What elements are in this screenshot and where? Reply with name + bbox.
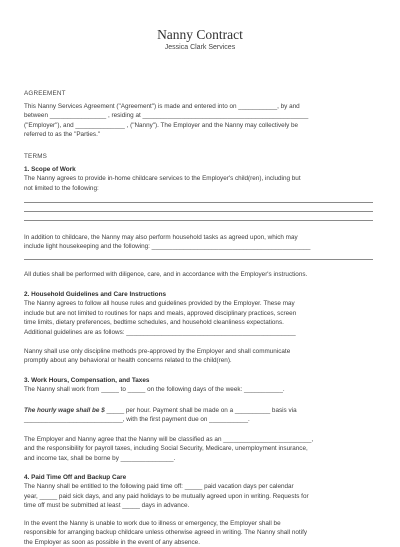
household-discipline-paragraph bbox=[24, 347, 376, 366]
blank-line[interactable] bbox=[24, 220, 373, 221]
document-page bbox=[0, 27, 400, 545]
hourly-wage-label: The hourly wage shall be $ bbox=[24, 407, 105, 414]
pto-section bbox=[24, 473, 376, 511]
household-line: include but are not limited to routines for naps and meals, approved disciplinary practices, screen bbox=[24, 309, 297, 317]
scope-extra-paragraph bbox=[24, 233, 376, 252]
scope-line: include light housekeeping and the following: _____________________________________________ bbox=[24, 243, 311, 251]
hours-line: and the responsibility for payroll taxes, including Social Security, Medicare, unemployment insurance, bbox=[24, 445, 308, 453]
pto-line: time off must be submitted at least _____ days in advance. bbox=[24, 502, 190, 510]
scope-line: In addition to childcare, the Nanny may also perform household tasks as agreed upon, which may bbox=[24, 234, 298, 241]
scope-line: not limited to the following: bbox=[24, 184, 99, 192]
agreement-label: AGREEMENT bbox=[24, 90, 66, 97]
scope-closing-paragraph bbox=[24, 270, 376, 279]
pto-line: year, _____ paid sick days, and any paid holidays to be mutually agreed upon in writing. Requests for bbox=[24, 492, 309, 500]
hours-heading: 3. Work Hours, Compensation, and Taxes bbox=[24, 377, 150, 384]
hours-line: and income tax, shall be borne by _______________. bbox=[24, 454, 176, 462]
household-line: Nanny shall use only discipline methods pre-approved by the Employer and shall communicate bbox=[24, 348, 291, 355]
blank-line[interactable] bbox=[24, 211, 373, 212]
hours-line: The Nanny shall work from _____ to _____ on the following days of the week: ___________. bbox=[24, 386, 285, 394]
household-heading: 2. Household Guidelines and Care Instructions bbox=[24, 291, 167, 298]
scope-line: The Nanny agrees to provide in-home childcare services to the Employer's child(ren), including but bbox=[24, 175, 301, 183]
blank-line[interactable] bbox=[24, 202, 373, 203]
wage-line bbox=[24, 406, 376, 415]
household-line: The Nanny agrees to follow all house rules and guidelines provided by the Employer. These may bbox=[24, 300, 295, 308]
terms-label: TERMS bbox=[24, 153, 48, 160]
pto-line: the Employer as soon as possible in the event of any absence. bbox=[24, 538, 200, 546]
household-line: Additional guidelines are as follows: ________________________________________________ bbox=[24, 328, 296, 336]
agreement-line: referred to as the "Parties." bbox=[24, 131, 101, 139]
document-subtitle: Jessica Clark Services bbox=[164, 44, 236, 51]
agreement-line: ("Employer"), and ______________ , ("Nanny"). The Employer and the Nanny may collectively be bbox=[24, 121, 299, 129]
pto-line: In the event the Nanny is unable to work due to illness or emergency, the Employer shall be bbox=[24, 520, 281, 527]
wage-line-rest: _____ per hour. Payment shall be made on a __________ basis via bbox=[104, 407, 297, 414]
hours-line: ____________________________, with the first payment due on ___________. bbox=[24, 416, 250, 424]
document-title: Nanny Contract bbox=[157, 27, 243, 42]
pto-line: responsible for arranging backup childcare unless otherwise agreed in writing. The Nanny shall notify bbox=[24, 529, 308, 537]
agreement-line: This Nanny Services Agreement ("Agreement") is made and entered into on ___________, by and bbox=[24, 103, 300, 110]
household-section bbox=[24, 290, 376, 337]
wage-paragraph bbox=[24, 406, 376, 425]
agreement-paragraph bbox=[24, 102, 376, 140]
household-line: time limits, dietary preferences, bedtime schedules, and household cleanliness expectations. bbox=[24, 319, 284, 327]
hours-line: The Employer and Nanny agree that the Nanny will be classified as an _________________________, bbox=[24, 436, 314, 443]
scope-heading: 1. Scope of Work bbox=[24, 166, 76, 173]
agreement-line: between ________________ , residing at _______________________________________________ bbox=[24, 112, 309, 120]
pto-line: The Nanny shall be entitled to the following paid time off: _____ paid vacation days per calendar bbox=[24, 483, 294, 491]
scope-line: All duties shall be performed with diligence, care, and in accordance with the Employer's instructions. bbox=[24, 271, 308, 278]
classification-paragraph bbox=[24, 435, 376, 463]
backup-care-paragraph bbox=[24, 519, 376, 547]
blank-line[interactable] bbox=[24, 259, 373, 260]
pto-heading: 4. Paid Time Off and Backup Care bbox=[24, 474, 127, 481]
household-line: promptly about any behavioral or health concerns related to the child(ren). bbox=[24, 357, 232, 365]
scope-section bbox=[24, 165, 376, 193]
hours-section bbox=[24, 376, 376, 395]
